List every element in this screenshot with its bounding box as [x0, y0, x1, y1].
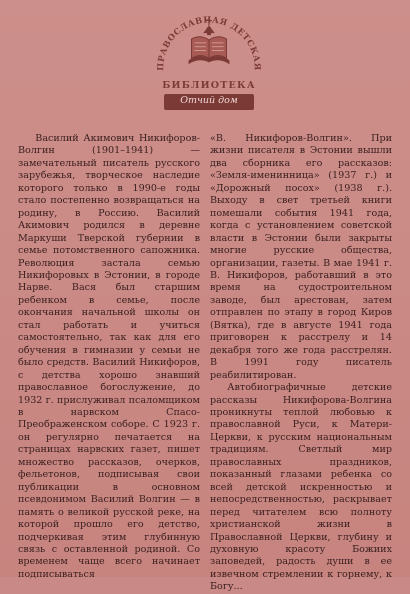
- right-column: [210, 133, 392, 594]
- paragraph: «В. Никифоров-Волгин». При жизни писателя в Эстонии вышли два сборника его рассказов: «Земля-именинница» (1937 г.) и «Дорожный посох» (1938 г.). Выходу в свет третьей книги помешали события 1941 года, когда с установлением советской власти в Эстонии были закрыты многие русские общества, организации, газеты. В мае 1941 г. В. Никифоров, работавший в это время на судостроительном заводе, был арестован, затем отправлен по этапу в город Киров (Вятка), где в августе 1941 года приговорен к расстрелу и 14 декабря того же года расстрелян. В 1991 году писатель реабилитирован.: [210, 133, 392, 381]
- library-emblem: [150, 4, 268, 116]
- svg-text:ПРАВОСЛАВНАЯ ДЕТСКАЯ: ПРАВОСЛАВНАЯ ДЕТСКАЯ: [155, 14, 263, 71]
- paragraph: Василий Акимович Никифоров-Волгин (1901–1941) — замечательный писатель русского зарубежья, творческое наследие которого только в 1990-е годы стало постепенно возвращаться на родину, в Россию. Василий Акимович родился в деревне Маркуши Тверской губернии в семье потомственного сапожника. Революция застала семью Никифоровых в Эстонии, в городе Нарве. Вася был старшим ребенком в семье, после окончания начальной школы он стал работать и учиться самостоятельно, так как для его обучения в гимназии у семьи не было средств. Василий Никифоров, с детства хорошо знавший православное богослужение, до 1932 г. прислуживал псаломщиком в нарвском Спасо-Преображенском соборе. С 1923 г. он регулярно печатается на страницах нарвских газет, пишет множество рассказов, очерков, фельетонов, подписывая свои публикации в основном псевдонимом Василий Волгин — в память о великой русской реке, на которой прошло его детство, подчеркивая этим глубинную связь с оставленной родиной. Со временем чаще всего начинает подписываться: [18, 133, 200, 580]
- series-name: Отчий дом: [180, 95, 238, 106]
- library-word: БИБЛИОТЕКА: [162, 80, 256, 91]
- left-column: [18, 133, 200, 581]
- logo-arc-text: [150, 4, 268, 74]
- paragraph: Автобиографичные детские рассказы Никифорова-Волгина проникнуты теплой любовью к православной Руси, к Матери-Церкви, к русским национальным традициям. Светлый мир православных праздников, показанный глазами ребенка со всей детской искренностью и непосредственностью, раскрывает перед читателем всю полноту христианской жизни в Православной Церкви, глубину и духовную красоту Божиих заповедей, радость души в ее извечном стремлении к горнему, к Богу...: [210, 382, 392, 593]
